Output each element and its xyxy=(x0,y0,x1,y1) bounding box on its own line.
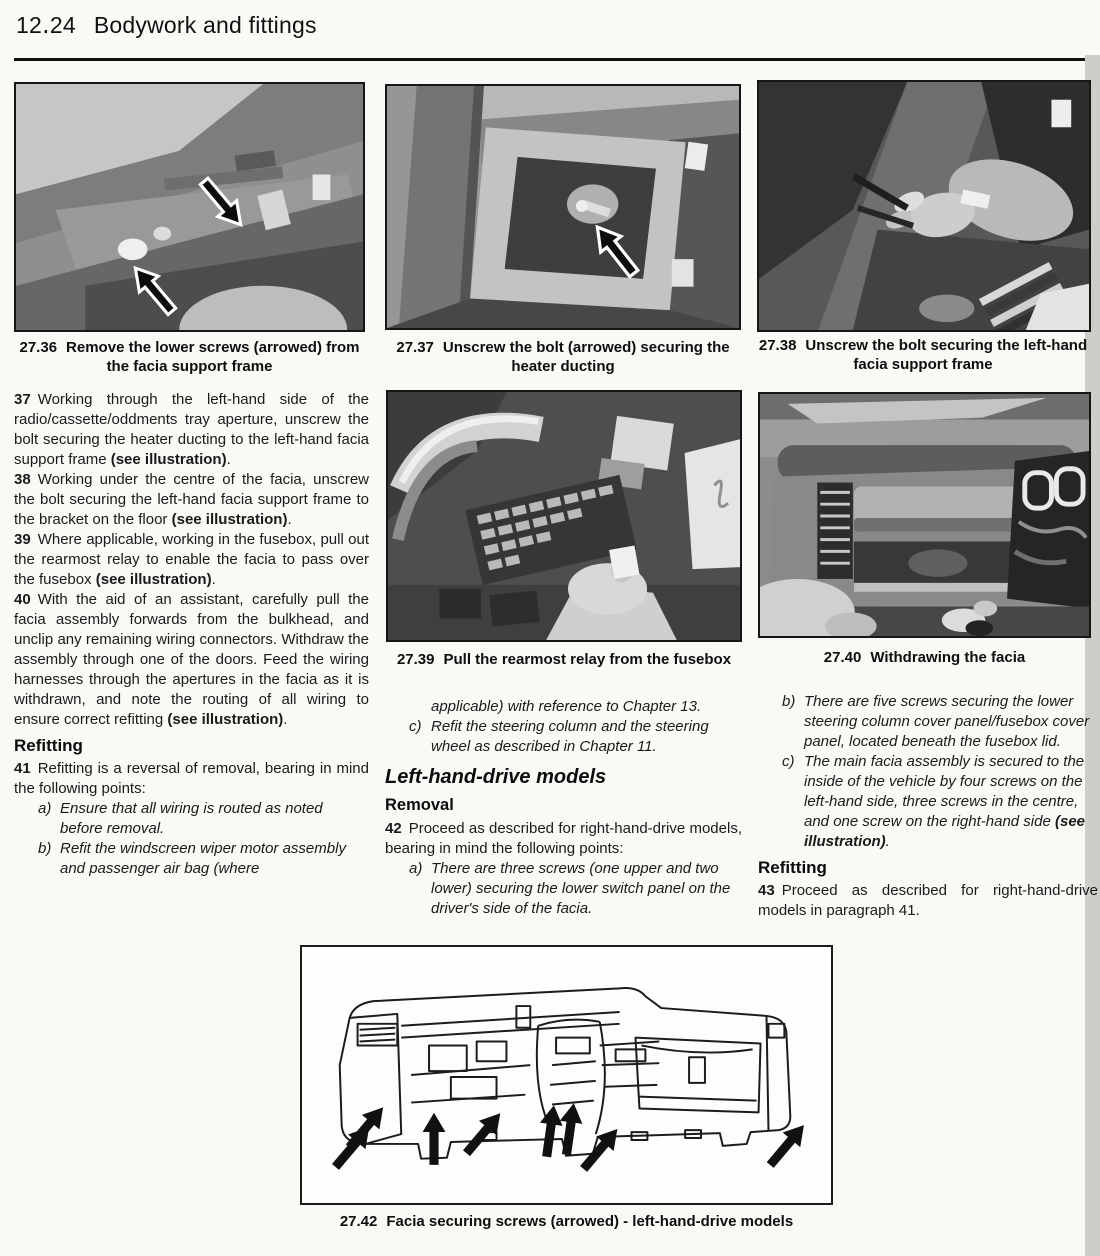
caption-27-38-number: 27.38 xyxy=(758,337,797,354)
photo-27-39 xyxy=(386,390,742,642)
text-column-middle xyxy=(385,697,742,919)
caption-27-37-number: 27.37 xyxy=(396,339,434,356)
photo-27-40-art xyxy=(760,394,1089,636)
caption-27-37 xyxy=(385,338,741,376)
photo-27-38 xyxy=(757,80,1091,332)
caption-27-42 xyxy=(300,1212,833,1231)
caption-27-36-text: Remove the lower screws (arrowed) from the facia support frame xyxy=(66,339,360,375)
photo-27-39-art xyxy=(388,392,740,640)
paragraph-39: 39 Where applicable, working in the fusebox, pull out the rearmost relay to enable the facia to pass over the fusebox (see illustration). xyxy=(14,531,369,588)
caption-27-36 xyxy=(14,338,365,376)
list-item-a: a) Ensure that all wiring is routed as noted before removal. xyxy=(38,800,323,837)
page-number: 12․24 xyxy=(16,12,76,38)
caption-27-42-number: 27.42 xyxy=(339,1213,378,1230)
page-header xyxy=(16,12,317,39)
paragraph-42: 42 Proceed as described for right-hand-drive models, bearing in mind the following points: xyxy=(385,820,742,857)
caption-27-38 xyxy=(750,336,1096,374)
photo-27-37 xyxy=(385,84,741,330)
facia-line-drawing xyxy=(302,947,831,1203)
text-column-left xyxy=(14,390,369,879)
caption-27-37-text: Unscrew the bolt (arrowed) securing the heater ducting xyxy=(442,339,730,375)
paragraph-37: 37 Working through the left-hand side of the radio/cassette/oddments tray aperture, unscrew the bolt securing the heater ducting to the left-hand facia support frame (see illustration). xyxy=(14,391,369,468)
photo-27-38-art xyxy=(759,82,1089,330)
list-item-c: c) Refit the steering column and the steering wheel as described in Chapter 11. xyxy=(409,718,709,755)
heading-left-hand-drive-models: Left-hand-drive models xyxy=(385,766,607,788)
caption-27-40-text: Withdrawing the facia xyxy=(870,649,1026,666)
photo-27-37-art xyxy=(387,86,739,328)
header-rule xyxy=(14,58,1085,61)
paragraph-41: 41 Refitting is a reversal of removal, bearing in mind the following points: xyxy=(14,760,369,797)
caption-27-40-number: 27.40 xyxy=(823,649,862,666)
heading-removal: Removal xyxy=(385,796,454,814)
paragraph-38: 38 Working under the centre of the facia, unscrew the bolt securing the left-hand facia support frame to the bracket on the floor (see illustration). xyxy=(14,471,369,528)
paragraph-43: 43 Proceed as described for right-hand-drive models in paragraph 41. xyxy=(758,882,1098,919)
photo-27-36-art xyxy=(16,84,363,330)
text-column-right xyxy=(758,692,1098,921)
caption-27-36-number: 27.36 xyxy=(19,339,58,356)
list-item-c2: c) The main facia assembly is secured to the inside of the vehicle by four screws on the left-hand side, three screws in the centre, and one screw on the right-hand side (see illustration). xyxy=(782,753,1086,850)
heading-refitting-2: Refitting xyxy=(758,858,827,877)
figure-27-42-diagram xyxy=(300,945,833,1205)
caption-27-38-text: Unscrew the bolt securing the left-hand facia support frame xyxy=(805,337,1088,373)
list-item-b: b) Refit the windscreen wiper motor assembly and passenger air bag (where xyxy=(38,840,346,877)
caption-27-39-text: Pull the rearmost relay from the fusebox xyxy=(443,651,732,668)
list-item-b2: b) There are five screws securing the lower steering column cover panel/fusebox cover panel, located beneath the fusebox lid. xyxy=(782,693,1090,750)
paragraph-40: 40 With the aid of an assistant, carefully pull the facia assembly forwards from the bulkhead, and unclip any remaining wiring connectors. Withdraw the assembly through one of the doors. Feed the wiring harnesses through the apertures in the facia as it is withdrawn, and note the routing of all wiring to ensure correct refitting (see illustration). xyxy=(14,591,369,728)
list-item-b-continuation: applicable) with reference to Chapter 13. xyxy=(431,698,702,715)
heading-refitting: Refitting xyxy=(14,736,83,755)
caption-27-39 xyxy=(386,650,742,669)
page-title: Bodywork and fittings xyxy=(93,12,317,38)
photo-27-40 xyxy=(758,392,1091,638)
caption-27-39-number: 27.39 xyxy=(396,651,435,668)
photo-27-36 xyxy=(14,82,365,332)
caption-27-42-text: Facia securing screws (arrowed) - left-hand-drive models xyxy=(386,1213,794,1230)
caption-27-40 xyxy=(758,648,1091,667)
list-item-a2: a) There are three screws (one upper and two lower) securing the lower switch panel on the driver's side of the facia. xyxy=(409,860,731,917)
